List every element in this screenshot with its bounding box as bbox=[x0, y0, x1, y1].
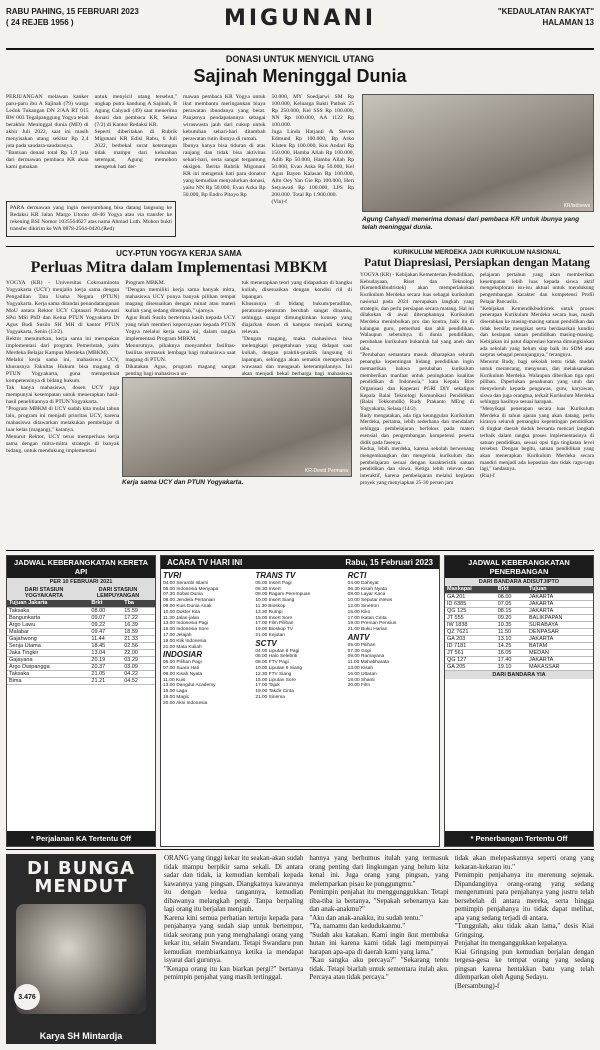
tv-program: 07.30 Gopi bbox=[347, 648, 372, 654]
train-head-dep: Brkt bbox=[89, 600, 122, 607]
train-row bbox=[7, 649, 155, 656]
flight-row bbox=[445, 656, 593, 663]
tv-program: 20.00 Film bbox=[347, 683, 371, 689]
tv-program: 20.00 Aksi Indonesia bbox=[163, 700, 208, 706]
kurikulum-col-1: YOGYA (KR) - Kebijakan Kementerian Pendidikan, Kebudayaan, Riset dan Teknologi (Kemendikbudristek) akan memperlakukan Kurikulum Merdeka secara luas sebagai kurikulum nasional pada 2024 merupakan langkah yang strategis, dan perlu persiapan secara matang. Hal ini dilakukan di awal diterapkannya Kurikulum Merdeka meninbulkan pro dan kontra, baik itu di kalangan guru, pemerhati dan ahli pendidikan. Walaupun sebetulnya di dunia pendidikan, perubahan kurikulum bukanlah hal yang aneh dan tabu. "Perubahan semantara masuk diharapkan selurah penangka kepentingan bidang pendidikan ingin memastikan bahwa perubahan kurikulum memberikan manfaat untuk peningkatan kualitas pendidikan di Indonesia," kata Kepala Biro Organisasi dan Koperasi PGRI DIY sekaligus Kepala Balai Teknologi Komunikasi Pendidikan (Balai Tekkomdik) Rudy Prakanto MEng di Yogyakarta, Selasa (14/2). Rudy mengatakan, ada tiga keunggulan Kurikulum Merdeka, pertama, lebih sederhana dan mendalam sehingga pembelajaran berfokus pada materi esensial dan pengembangan kompetensi peserta didik pada fasenya. Kedua, lebih merdeka, karena sekolah berwenang mengembangkan dan mengelola kurikulum dan pembelajaran sesuai dengan karakteristik satuan pendidikan dan siswa. Ketiga lebih relevan dan interaktif, karena pembelajaran melalui kegiatan proyek yang menyiapkan 25-30 persen jam bbox=[360, 272, 474, 486]
tv-program: 09.00 Kuis Dunia Anak bbox=[163, 603, 212, 609]
tv-program: 21.00 Mata Kuliah bbox=[163, 644, 202, 650]
train-row-cell: Taksaka bbox=[7, 607, 89, 614]
tv-program: 11.30 Jalan-jalan bbox=[163, 615, 200, 621]
flight-row bbox=[445, 642, 593, 649]
train-row-cell: Malabar bbox=[7, 628, 89, 635]
tv-program: 04.00 Serambi Islami bbox=[163, 580, 209, 586]
train-table bbox=[7, 600, 155, 685]
train-row bbox=[7, 614, 155, 621]
tv-program: 10.00 Dokter Kita bbox=[163, 609, 201, 615]
flight-row-cell: 16.05 bbox=[496, 649, 527, 656]
tv-program: 13.00 Indonesia Pagi bbox=[163, 621, 209, 627]
kurikulum-headline: Patut Diapresiasi, Persiapkan dengan Matang bbox=[364, 257, 590, 269]
comic-title: DI BUNGA MENDUT bbox=[26, 858, 135, 897]
train-row-cell: 21.21 bbox=[89, 677, 122, 684]
tv-program: 08.00 Jendela Pertanian bbox=[163, 598, 216, 604]
ucy-kicker: UCY-PTUN YOGYA KERJA SAMA bbox=[116, 249, 242, 258]
tv-program: 17.00 Tajuk bbox=[255, 683, 280, 689]
train-row-cell: 11.44 bbox=[89, 635, 122, 642]
flight-head-dep: Brkt bbox=[496, 586, 527, 593]
flight-row-cell: ID 6385 bbox=[445, 600, 496, 607]
tv-channel-name: RCTI bbox=[347, 571, 367, 580]
kurikulum-article bbox=[360, 249, 594, 545]
tv-program: 09.00 Ramayana bbox=[347, 654, 385, 660]
date-jawa: ( 24 REJEB 1956 ) bbox=[6, 18, 74, 27]
flight-row bbox=[445, 593, 593, 600]
train-row-cell: Argo Dwipangga bbox=[7, 663, 89, 670]
flight-row-cell: DENPASAR bbox=[527, 628, 593, 635]
tv-program: 04.00 Liputan 6 Pagi bbox=[255, 648, 300, 654]
flight-row-cell: 06.00 bbox=[496, 593, 527, 600]
tv-channel-name: ANTV bbox=[347, 632, 370, 642]
middle-section bbox=[6, 246, 594, 546]
section-logo: MIGUNANI bbox=[223, 6, 377, 31]
train-row-cell: Bima bbox=[7, 677, 89, 684]
tv-program: 11.00 Kuis bbox=[163, 677, 186, 683]
tv-column bbox=[163, 571, 252, 707]
tv-header bbox=[161, 556, 439, 569]
tv-schedule bbox=[160, 555, 440, 847]
flight-head-dest: Tujuan bbox=[527, 586, 593, 593]
flight-row-cell: BATAM bbox=[527, 642, 593, 649]
tv-program: 06.00 Halo Selebriti bbox=[255, 654, 298, 660]
tv-program: 13.00 Dangdut Academy bbox=[163, 683, 216, 689]
flight-row-cell: JAKARTA bbox=[527, 607, 593, 614]
train-row-cell: Taksaka bbox=[7, 670, 89, 677]
train-row-cell: 13.04 bbox=[89, 649, 122, 656]
ucy-caption: Kerja sama UCY dan PTUN Yogyakarta. bbox=[122, 479, 244, 486]
publisher-name: "KEDAULATAN RAKYAT" bbox=[497, 7, 594, 16]
train-station-2: DARI STASIUN LEMPUYANGAN bbox=[81, 586, 155, 600]
train-row-cell: Argo Lawu bbox=[7, 621, 89, 628]
bottom-section bbox=[6, 854, 594, 1046]
tv-channel-name: SCTV bbox=[255, 638, 277, 648]
tv-program: 05.00 Pilihan bbox=[347, 642, 376, 648]
tv-program: 15.00 Insert Sore bbox=[255, 615, 293, 621]
train-subtitle: PER 10 FEBRUARI 2021 bbox=[7, 578, 155, 586]
tv-program: 08.00 FTV Pagi bbox=[255, 660, 289, 666]
tv-program: 04.00 Dahsyat bbox=[347, 580, 379, 586]
train-row bbox=[7, 656, 155, 663]
train-row-cell: 18.59 bbox=[122, 628, 155, 635]
train-row-cell: 21.05 bbox=[89, 670, 122, 677]
ucy-article bbox=[6, 249, 352, 545]
flight-footer: * Penerbangan Tertentu Off bbox=[445, 831, 593, 846]
tv-program: 06.30 Kisah Nyata bbox=[347, 586, 387, 592]
serial-col-2: hannya yang berhumus itulah yang termasuk orang penting dari lingkungan yang belum kita kenal ini. Juga orang yang pingsan, yang melemparkan pisau ke punggungmu." Pemimpin penjahat itu menggunggukkan. Tetapi tiba-tiba ia bertanya, "Sepakah sebenarnya kau dan anak-anakmu?" "Aku dan anak-anakku, itu sudah tentu." "Ya, namamu dan kedudukanmu." "Sudah aku katakan. Kami ingin ikut membuka hutan ini karena kami tidak lagi mempunyai harapan apa-apa di daerah kami yang lama." "Kau sangka aku percaya?" "Sekarang tentu tidak. Tetapi biarlah untuk sementara itulah aku. Percaya atau tidak percaya." bbox=[309, 854, 449, 981]
ucy-headline: Perluas Mitra dalam Implementasi MBKM bbox=[30, 259, 328, 276]
train-row-cell: 02.56 bbox=[122, 642, 155, 649]
tv-title: ACARA TV HARI INI bbox=[167, 558, 243, 567]
flight-row-cell: 08.15 bbox=[496, 607, 527, 614]
flight-head-code: Maskapai bbox=[445, 586, 496, 593]
tv-column bbox=[255, 571, 344, 707]
train-row bbox=[7, 635, 155, 642]
flight-table bbox=[445, 586, 593, 671]
train-row-cell: 03.09 bbox=[122, 663, 155, 670]
train-row-cell: 09.07 bbox=[89, 614, 122, 621]
train-row-cell: 21.33 bbox=[122, 635, 155, 642]
tv-grid bbox=[161, 569, 439, 709]
flight-title: JADWAL KEBERANGKATAN PENERBANGAN bbox=[445, 556, 593, 578]
tv-program: 13.00 Kisah bbox=[347, 665, 373, 671]
train-row bbox=[7, 621, 155, 628]
train-row bbox=[7, 670, 155, 677]
tv-program: 17.00 Ikatan Cinta bbox=[347, 615, 387, 621]
train-row-cell: 04.52 bbox=[122, 677, 155, 684]
flight-row-cell: ID 7181 bbox=[445, 642, 496, 649]
top-story bbox=[6, 54, 594, 242]
tv-program: 10.00 Seputar iNews bbox=[347, 598, 393, 604]
train-row bbox=[7, 677, 155, 684]
tv-program: 21.00 Sinema bbox=[255, 694, 285, 700]
flight-row-cell: QZ 7621 bbox=[445, 628, 496, 635]
tv-channel-name: TRANS TV bbox=[255, 571, 296, 580]
issue-date bbox=[6, 6, 139, 28]
donation-note: PARA dermawan yang ingin menyumbang bisa datang langsung ke Redaksi KR Jalan Margo Utomo 40-46 Yogya atau via transfer ke rekening BSI Nomor 1035564627 atas nama Ahmad Luth. Mohon bukti transfer dikirim ke WA 0878-2564-0420.(Red) bbox=[6, 201, 176, 237]
flight-row-cell: 19.10 bbox=[496, 663, 527, 670]
flight-row-cell: 07.05 bbox=[496, 600, 527, 607]
tv-program: 10.00 Insert Siang bbox=[255, 598, 295, 604]
ucy-photo-credit: KR-Devid Permana bbox=[304, 468, 348, 474]
train-row-cell: 04.22 bbox=[122, 670, 155, 677]
flight-row-cell: JAKARTA bbox=[527, 600, 593, 607]
top-col-4: 50.000, MY Soedjarwi SM Rp 100.000, Keluarga Bakti Pathok 25 Rp 250.000, Kel SSS Rp 100.000, NN Rp 100.000, AA 1122 Rp 100.000. Juga Linda Harjanti & Steven Edmund Rp 100.000, Bp Arko Klaten Rp 100.000, Kus Andari Rp 150.000, Hamba Allah Rp 100.000, Adib Rp 50.000, Hamba Allah Rp 50.000, Evan Aska Rp 50.000, Kel Agus Bayen Kalasan Rp 100.000, Alm Oey Yan Gie Rp 100.000, Heri Setyawati Rp 100.000, LPS Rp 200.000. Total Rp 1.900.000. (Vin)-f bbox=[271, 94, 354, 205]
flight-row-cell: 11.50 bbox=[496, 628, 527, 635]
train-row bbox=[7, 607, 155, 614]
train-row-cell: 09.47 bbox=[89, 628, 122, 635]
tv-program: 19.00 Preman Pensiun bbox=[347, 621, 397, 627]
train-row-cell: 15.59 bbox=[122, 607, 155, 614]
train-station-1: DARI STASIUN YOGYAKARTA bbox=[7, 586, 81, 600]
kurikulum-col-2: pelajaran pertahun yang akan memberikan kesempatan lebih luas kepada siswa aktif mengeksplorasi isu-isu aktual untuk mendukung pengembangan karakter dan kompetensi Profil Pelajar Pancasila. "Kebijakan Kemendikbudristek untuk proses penerapan Kurikulum Merdeka secara luas, masih diserahkan ke masing-masing satuan pendidikan dan tidak bersifat mengikat serta berdasarkan kondisi dan kesiapan satuan pendidikan masing-masing. Kebijakan ini patut diapresiasi karena dimungkinkan ada sekolah yang belum siap baik itu SDM atau sarpras sebagai penunjangnya," terangnya. Menurut Rudy, bagi sekolah tentu tidak mudah untuk merancang, menyusun, dan melaksanakan Kurikulum Merdeka. Walaupun diberikan tiga opsi pilihan. Diperlukan penahunan yang utuh dan menyeluruh kepada pengawas, guru, karyawan, siswa dan juga orangtua, terkait Kurikulum Merdeka sehingga hasilnya sesuai harapan. "Menyikapi penerapan secara luas Kurikulum Merdeka di tahun ajaran yang akan datang, perlu kiranya seluruh pemangku kepentingan pendidikan di tingkat daerah duduk bersama mencari langkah terbaik dalam rangka proses implementasinya di satuan pendidikan, sesuai opsi tiga tingkatan level tersebut. Dengan begitu, satuan pendidikan yang akan menerapkan Kurikulum Merdeka secara mandiri menjadi ada kepastian dan tidak ragu-ragu lagi," tandasnya. (Ria)-f bbox=[480, 272, 594, 480]
serial-col-3: tidak akan melepaskannya seperti orang yang kekaran-kekaran itu." Pemimpin penjahanya itu merenung sejenak. Dipandanginya orang-orang yang sedang mengerumuni para penjahanya yang justru telah bersebelah di antara mereka, serta hingga pemimpin penjahanya itu tidak dapat melihat, apa yang sedang terjadi di antara. "Tunggulah, aku tidak akan lama," desis Kiai Gringsing. Penjahat itu menganggukkan kepalanya. Kiai Gringsing pun kemudian berjalan dengan tergesa-gesa ke tempat orang yang sedang pingsan karena hentakkan batu yang telah dilemparkan oleh Agung Sedayu. (Bersambung)-f bbox=[454, 854, 594, 990]
train-row-cell: Gajayana bbox=[7, 656, 89, 663]
train-head-dest: Tujuan Jakarta bbox=[7, 600, 89, 607]
tv-program: 21.00 Kejutan bbox=[255, 632, 285, 638]
tv-program: 15.00 Liputan Sore bbox=[255, 677, 296, 683]
train-row-cell: 08.00 bbox=[89, 607, 122, 614]
tv-program: 10.00 Liputan 6 Siang bbox=[255, 665, 303, 671]
tv-program: 15.00 Kiko bbox=[347, 609, 371, 615]
train-schedule bbox=[6, 555, 156, 847]
train-head-arr: Tba bbox=[122, 600, 155, 607]
flight-row-cell: GA 205 bbox=[445, 663, 496, 670]
train-footer: * Perjalanan KA Tertentu Off bbox=[7, 831, 155, 846]
tv-program: 18.00 Shanti bbox=[347, 677, 375, 683]
serial-comic bbox=[6, 854, 156, 1044]
tv-channel-name: INDOSIAR bbox=[163, 650, 203, 660]
top-col-2: untuk menyicil utang tersebut," ungkap putra kandung A Sajinah, B Agung Cahyadi (49) saat menerima donasi dan pembaca KR, Selasa (7/2) di Kantor Redaksi KR. Seperti diberitakan di Rubrik Migunani KR Edisi Rabu, 6 Juli 2022, berbekal surat keterangan tidak mampu dari kelurahan setempat, Agung memohon mengetuk hati der- bbox=[94, 94, 177, 170]
train-row-cell: Bangunkarta bbox=[7, 614, 89, 621]
train-row-cell: Gajahwong bbox=[7, 635, 89, 642]
tv-column bbox=[348, 571, 437, 707]
flight-row-cell: JT 561 bbox=[445, 649, 496, 656]
tv-program: 19.00 Takdir Cinta bbox=[255, 689, 294, 695]
flight-row bbox=[445, 628, 593, 635]
serial-col-1: ORANG yang tinggi kekar itu seakan-akan sudah tidak mampu berpikir sama sekali. Di antara sadar dan tidak, ia kemudian kembali kepada kawannya yang pingsan. Diangkatnya kawannya itu dengan kedua tangannya, kemudian dibawanya melangkah pergi. Tanpa berpaling lagi orang itu berjalan menjauh. Karena kini semua perhatian tertuju kepada para penjahanya yang sudah siap untuk bertempur, tidak seorang pun yang menghalangi orang yang kekar itu, selain Swandaru. Tetapi Swandaru pun kemudian membiarkannya ketika ia mendapat isyarat dari gurunya. "Kenapa orang itu kau biarkan pergi?" bertanya pemimpin penjahat yang masih tertinggal. bbox=[164, 854, 304, 981]
masthead bbox=[6, 4, 594, 50]
tv-program: 09.00 Kisah Nyata bbox=[163, 671, 203, 677]
kurikulum-kicker: KURIKULUM MERDEKA JADI KURIKULUM NASIONAL bbox=[393, 249, 561, 256]
top-col-1: PERJUANGAN melawan kanker paru-paru ibu A Sajinah (79) warga Ledok Tukangan DN 2/AA RT 015 RW 003 Tegalpanggung Yogya telah berakhir. Meninggal dunia (MD) di akhir Juli 2022, saat ini masih menyisakan utang sekitar Rp 2,4 juta pada saudara-saudaranya. "Bantuan donasi total Rp 1,9 juta dari dermawan pembaca KR akan kami gunakan bbox=[6, 94, 89, 170]
comic-author: Karya SH Mintardja bbox=[39, 1031, 123, 1041]
ucy-col-2: Program MBKM. "Dengan memiliki kerja sama banyak mitra, mahasiswa UCY punya banyak pilihan tempat magang disesuaikan dengan minat atau materi kuliah yang sedang ditempuh," ujarnya. Agus Budi Susilo berterima kasih kepada UCY yang telah memberi kepercayaan kepada PTUN Yogya melalui kerja sama ini, dalam rangka implementasi Program MBKM. Menurutnya, pihaknya menyambut fasilitas-fasilitas termasuk lembaga bagi mahasiswa saat magang di PTUN. Dikatakan Agus, program magang sangat penting bagi mahasiswa un- bbox=[125, 280, 236, 377]
flight-row-cell: JT 555 bbox=[445, 614, 496, 621]
ucy-col-1: YOGYA (KR) - Universitas Cokroaminoto Yogyakarta (UCY) menjalin kerja sama dengan Pengadilan Tata Usaha Negara (PTUN) Yogyakarta. Kerja sama ditandai penandatanganan MoU antara Rektor UCY Ciptasari Prabawanti SPsi MSi PhD dan Ketua PTUN Yogyakarta Dr Agus Budi Susilo SH MH di kantor PTUN Yogyakarta, Senin (13/2). Rektor menuturkan, kerja sama ini merupakan implementasi dari program Pemerintah, yaitu Merdeka Belajar Kampus Merdeka (MBKM). Melalui kerja sama ini, mahasiswa UCY, khususnya Fakultas Hukum bisa magang di PTUN Yogyakarta, guna memperkuat kompetensinya di bidang hukum. Tak hanya mahasiswa, dosen UCY juga mempunyai kesempatan untuk menerapkan hasil-hasil penelitiannya di PTUN Yogyakarta. "Program MBKM di UCY sudah kita mulai tahun lalu, program ini menjadi prioritas UCY, karena mahasiswa ditawarkan melakukan pembelajar di luar kelas (magang)," katanya. Menurut Rektor, UCY terus memperluas kerja sama dengan mitra-mitra strategis di banyak bidang, untuk mendukung implementasi bbox=[6, 280, 120, 454]
flight-row-cell: GA 201 bbox=[445, 593, 496, 600]
top-caption: Agung Cahyadi menerima donasi dari pembaca KR untuk ibunya yang telah meninggal dunia. bbox=[362, 216, 580, 231]
flight-row-cell: JAKARTA bbox=[527, 656, 593, 663]
tv-program: 16.00 Laga bbox=[163, 689, 188, 695]
flight-row bbox=[445, 635, 593, 642]
tv-program: 07.30 Sobat Dunia bbox=[163, 592, 203, 598]
flight-row bbox=[445, 663, 593, 670]
date-masehi: RABU PAHING, 15 FEBRUARI 2023 bbox=[6, 7, 139, 16]
schedule-band bbox=[6, 550, 594, 850]
train-row-cell: Jaka Tingkir bbox=[7, 649, 89, 656]
top-body bbox=[6, 94, 354, 242]
publisher-info bbox=[498, 6, 594, 28]
flight-row-cell: QG 127 bbox=[445, 656, 496, 663]
train-row-cell: 09.22 bbox=[89, 621, 122, 628]
train-row-cell: 20.19 bbox=[89, 656, 122, 663]
flight-row-cell: 09.20 bbox=[496, 614, 527, 621]
flight-schedule bbox=[444, 555, 594, 847]
train-row bbox=[7, 628, 155, 635]
train-title: JADWAL KEBERANGKATAN KERETA API bbox=[7, 556, 155, 578]
top-headline: Sajinah Meninggal Dunia bbox=[193, 66, 407, 86]
flight-row-cell: GA 203 bbox=[445, 635, 496, 642]
ucy-col-3: tuk menerapkan teori yang didapatkan di bangku kuliah, disesuaikan dengan kondisi riil di lapangan. Khususnya di bidang hukum/peradilan, peraturan-peraturan berubah sangat dinamis, sehingga sangat dimungkinkan konsep yang diajarkan dosen di kampus menjadi kurang relevan. "Dengan magang, maka mahasiswa bisa melengkapi pengetahuan yang didapat saat kuliah, dengan praktik-praktik langsung di lapangan, sehingga akan semakin memperkaya wawasan dan mengasah keterampilannya. Ini akan menjadi bekal berharga bagi mahasiswa bbox=[241, 280, 353, 377]
tv-program: 07.00 Suara Hati bbox=[163, 665, 200, 671]
tv-program: 19.00 Bioskop TV bbox=[255, 627, 294, 633]
flight-row-cell: 14.25 bbox=[496, 642, 527, 649]
flight-row-cell: 10.35 bbox=[496, 621, 527, 628]
tv-program: 11.30 Bioskop bbox=[255, 603, 286, 609]
top-photo-credit: KR/ist/news bbox=[563, 203, 590, 209]
tv-program: 05.00 Insert Pagi bbox=[255, 580, 292, 586]
train-row bbox=[7, 663, 155, 670]
train-row bbox=[7, 642, 155, 649]
flight-row-cell: IW 1838 bbox=[445, 621, 496, 628]
tv-program: 12.00 Sinetron bbox=[347, 603, 379, 609]
flight-sub-1: DARI BANDARA ADISUTJIPTO bbox=[445, 578, 593, 586]
tv-program: 17.00 Film Pilihan bbox=[255, 621, 294, 627]
train-row-cell: 22.00 bbox=[122, 649, 155, 656]
tv-program: 21.00 Buku Harian bbox=[347, 627, 388, 633]
top-col-3: mawan pembaca KR Yogya untuk ikut membantu meringankan biaya perawatan ibundanya yang berat. Panjatnya pendapatannya sebagai wiraswasta jauh dari cukup untuk kebutuhan sehari-hari ditambah perawatan rutin ibunya di rumah. Ibunya hanya bisa tiduran di atas ranjang dan tidak bisa aktivitas sehari-hari, serta sangat tergantung oksigen. Berita Rubrik Migunani KR ini mengetuk hati para donatur yang kemudian menyalurkan donasi, yaitu NN Rp 50.000, Evan Azka Rp 50.000, Bp Endro Pitoyo Rp bbox=[183, 94, 266, 198]
train-row-cell: 20.37 bbox=[89, 663, 122, 670]
flight-row bbox=[445, 614, 593, 621]
tv-program: 06.30 Insert bbox=[255, 586, 281, 592]
flight-row bbox=[445, 600, 593, 607]
train-row-cell: 16.39 bbox=[122, 621, 155, 628]
flight-row-cell: MEDAN bbox=[527, 649, 593, 656]
flight-row-cell: 13.10 bbox=[496, 635, 527, 642]
tv-program: 11.00 Mahabharata bbox=[347, 660, 389, 666]
train-row-cell: 18.45 bbox=[89, 642, 122, 649]
tv-program: 16.00 Uttaran bbox=[347, 671, 377, 677]
page-number: HALAMAN 13 bbox=[542, 18, 594, 27]
train-row-cell: 03.29 bbox=[122, 656, 155, 663]
top-kicker: DONASI UNTUK MENYICIL UTANG bbox=[225, 54, 375, 64]
tv-program: 12.30 FTV Siang bbox=[255, 671, 292, 677]
flight-sub-2: DARI BANDARA YIA bbox=[445, 671, 593, 679]
tv-program: 18.00 Magic bbox=[163, 694, 190, 700]
tv-program: 15.00 Indonesia Sore bbox=[163, 627, 209, 633]
train-row-cell: 17.22 bbox=[122, 614, 155, 621]
tv-program: 08.00 Ragam Perempuan bbox=[255, 592, 311, 598]
tv-channel-name: TVRI bbox=[163, 571, 182, 580]
tv-program: 17.00 Jelajah bbox=[163, 632, 192, 638]
episode-number: 3.476 bbox=[14, 984, 40, 1010]
flight-row bbox=[445, 607, 593, 614]
flight-row-cell: JAKARTA bbox=[527, 635, 593, 642]
top-photo bbox=[362, 94, 594, 212]
flight-row-cell: QG 125 bbox=[445, 607, 496, 614]
tv-program: 19.00 Klik Indonesia bbox=[163, 638, 207, 644]
flight-row-cell: MAKASSAR bbox=[527, 663, 593, 670]
tv-program: 05.00 Indonesia Menyapa bbox=[163, 586, 219, 592]
ucy-photo bbox=[122, 377, 352, 477]
flight-row-cell: BALIKPAPAN bbox=[527, 614, 593, 621]
tv-program: 05.00 Pilihan Pagi bbox=[163, 660, 202, 666]
serial-story bbox=[164, 854, 594, 1044]
newspaper-page bbox=[6, 4, 594, 1046]
tv-program: 08.00 Layar Kaca bbox=[347, 592, 386, 598]
flight-row-cell: JAKARTA bbox=[527, 593, 593, 600]
flight-row bbox=[445, 649, 593, 656]
flight-row-cell: 17.40 bbox=[496, 656, 527, 663]
tv-date: Rabu, 15 Februari 2023 bbox=[345, 558, 433, 567]
train-row-cell: Senja Utama bbox=[7, 642, 89, 649]
flight-row-cell: SURABAYA bbox=[527, 621, 593, 628]
flight-row bbox=[445, 621, 593, 628]
tv-program: 13.30 Rumpi bbox=[255, 609, 283, 615]
